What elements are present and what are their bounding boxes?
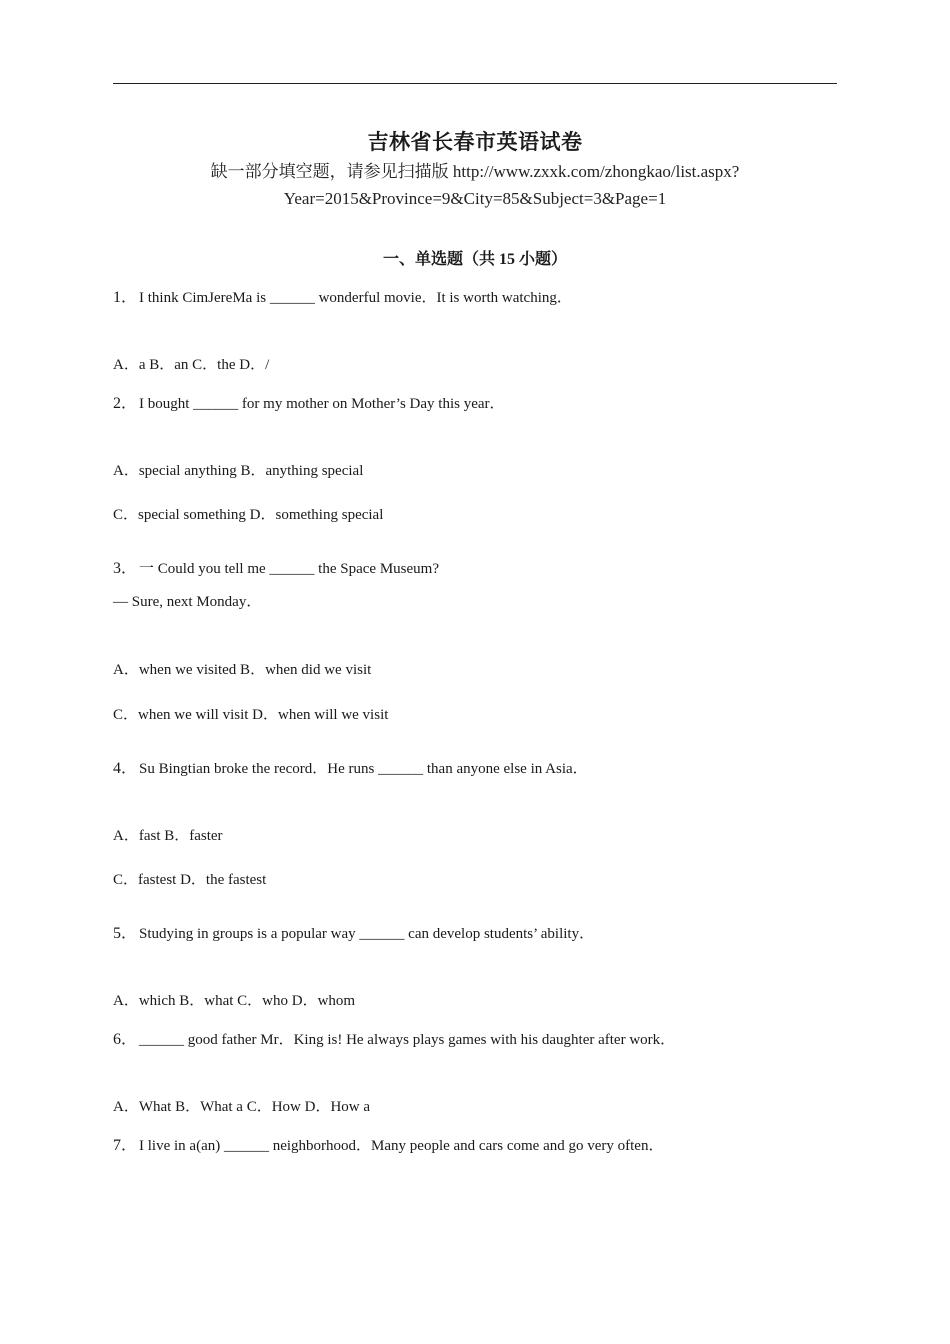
question-4 [113, 755, 588, 778]
question-6 [113, 1026, 675, 1049]
question-text: I think CimJereMa is ______ wonderful movie．It is worth watching． [139, 290, 572, 306]
question-text: Studying in groups is a popular way ______ can develop students’ ability． [139, 926, 595, 942]
question-number: 2． [113, 395, 138, 412]
question-3-reply: — Sure, next Monday． [113, 594, 262, 610]
question-text: ______ good father Mr．King is! He always plays games with his daughter after work． [139, 1032, 676, 1048]
question-number: 3． [113, 560, 138, 577]
question-2 [113, 390, 505, 413]
question-text: Su Bingtian broke the record．He runs ______ than anyone else in Asia． [139, 761, 588, 777]
question-3-options-1: A．when we visited B．when did we visit [113, 662, 372, 678]
question-7 [113, 1132, 663, 1155]
page-subtitle: 缺一部分填空题，请参见扫描版 http://www.zxxk.com/zhongkao/list.aspx?Year=2015&Province=9&City=85&Subject=3&Page=1 [210, 162, 740, 208]
question-number: 1． [113, 289, 138, 306]
question-4-options-2: C．fastest D．the fastest [113, 872, 267, 888]
header-rule [113, 83, 837, 84]
question-3-options-2: C．when we will visit D．when will we visit [113, 707, 389, 723]
question-text: I bought ______ for my mother on Mother’s Day this year． [139, 396, 505, 412]
question-1-options-1: A．a B．an C．the D．/ [113, 357, 270, 373]
question-5 [113, 920, 594, 943]
question-4-options-1: A．fast B．faster [113, 828, 223, 844]
section-title: 一、单选题（共 15 小题） [382, 251, 567, 268]
question-number: 5． [113, 925, 138, 942]
question-number: 7． [113, 1137, 138, 1154]
question-3 [113, 555, 439, 578]
question-2-options-2: C．special something D．something special [113, 507, 384, 523]
question-number: 6． [113, 1031, 138, 1048]
question-2-options-1: A．special anything B．anything special [113, 463, 364, 479]
question-text: 一 Could you tell me ______ the Space Museum? [139, 561, 439, 577]
question-number: 4． [113, 760, 138, 777]
question-1 [113, 284, 572, 307]
question-5-options-1: A．which B．what C．who D．whom [113, 993, 356, 1009]
question-text: I live in a(an) ______ neighborhood．Many people and cars come and go very often． [139, 1138, 664, 1154]
question-6-options-1: A．What B．What a C．How D．How a [113, 1099, 371, 1115]
page-title: 吉林省长春市英语试卷 [367, 130, 583, 154]
